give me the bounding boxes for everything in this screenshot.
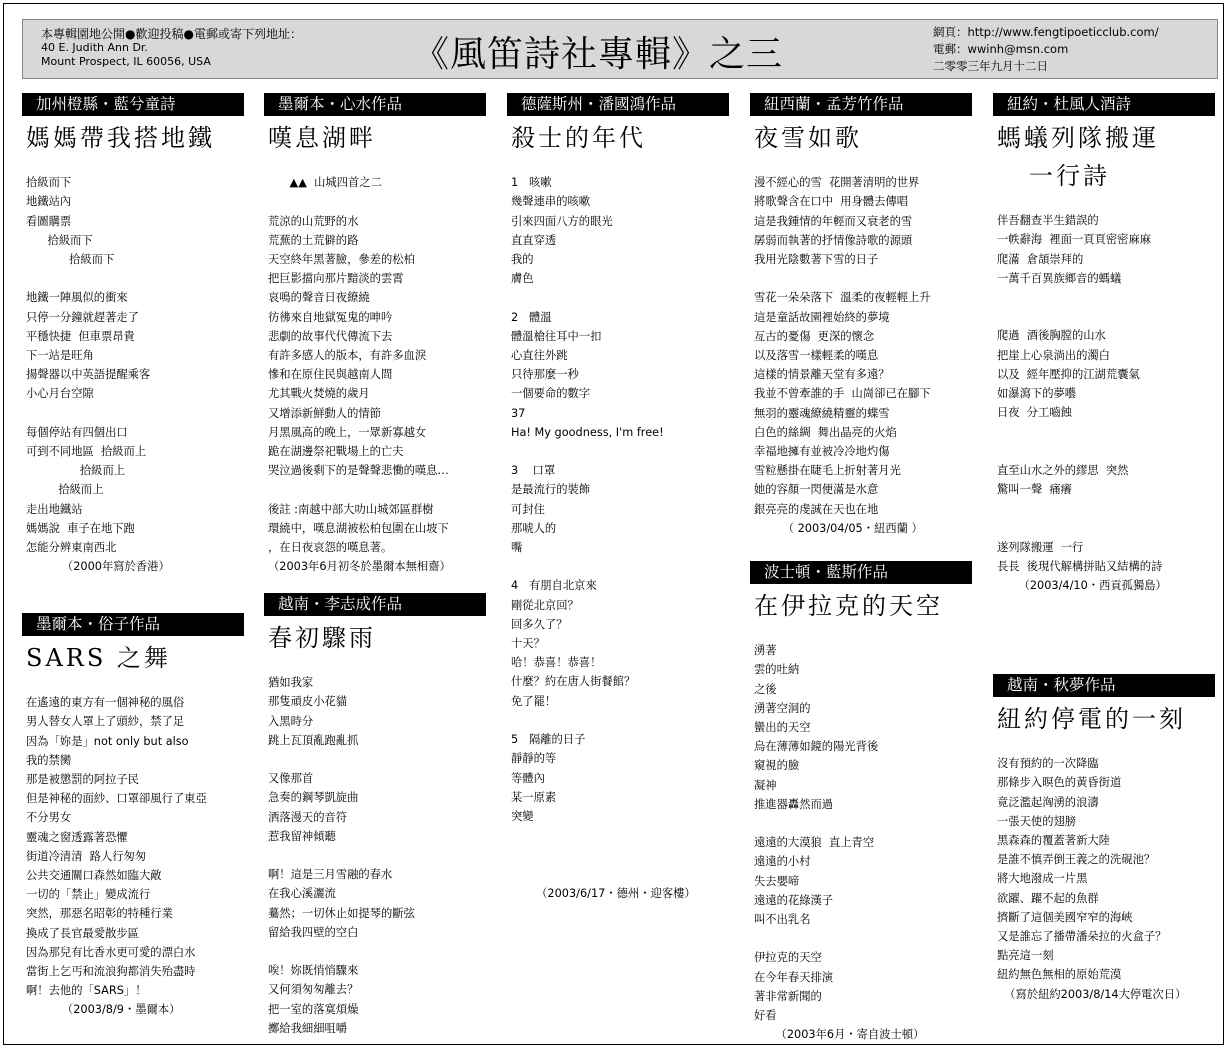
poem-title-line-2: 一行詩	[1029, 162, 1110, 190]
column-5	[993, 93, 1215, 595]
poem-title: 殺士的年代	[511, 124, 646, 152]
poem-author-bar: 波士頓・藍斯作品	[750, 561, 972, 584]
poem-title: 春初驟雨	[268, 624, 376, 652]
column-5-lower	[993, 674, 1215, 1004]
poem-title: 在伊拉克的天空	[754, 592, 943, 620]
poem-body: 伴吾翻查半生錯誤的 一帙辭海 裡面一頁頁密密麻麻 爬滿 倉頡崇拜的 一萬千百異族鄉音的螞蟻 爬過 酒後胸膛的山水 把崖上心泉淌出的濁白 以及 經年壓抑的江湖荒囊氣 如瀑瀉下的夢囈 日夜 分工嚙蝕 直至山水之外的繆思 突然 驚叫一聲 痛癢 遂列隊搬運 一行 長長 後現代解構拼貼又結構的詩 （2003/4/10・西貢孤獨島）	[997, 214, 1167, 593]
poem-author-bar: 越南・李志成作品	[264, 593, 486, 616]
poem-author-bar: 越南・秋夢作品	[993, 674, 1215, 697]
page-title: 《風笛詩社專輯》之三	[413, 34, 784, 75]
issue-date: 二零零三年九月十二日	[933, 59, 1048, 73]
poem-author-bar: 德薩斯州・潘國鴻作品	[507, 93, 729, 116]
poem-body: 沒有預約的一次降臨 那條步入暝色的黃昏街道 竟泛濫起洶湧的浪濤 一張天使的翅膀 黑森森的覆蓋著新大陸 是誰不慎弄倒王義之的洗硯池？ 將大地潑成一片黑 欲躍、躍不起的魚群 擠斷了這個美國窄窄的海峽 又是誰忘了播帶潘朵拉的火盒子？ 點亮這一刻 紐約無色無相的原始荒漠 （寫於紐約2003/8/14大停電次日）	[997, 757, 1187, 1001]
poem-body: 猶如我家 那隻頑皮小花貓 入黑時分 跳上瓦頂亂跑亂抓 又像那首 急奏的鋼琴凱旋曲 洒落漫天的音符 惹我留神傾聽 啊！這是三月雪融的春水 在我心溪灑流 驀然；一切休止如提琴的斷弦 留給我四壁的空白 唉！妳既悄悄驟來 又何須匆匆離去？ 把一室的落寞煩燥 擲給我細細咀嚼	[268, 676, 415, 1035]
masthead	[22, 19, 1218, 79]
poem-title: SARS 之舞	[26, 644, 171, 672]
poem-body: 1 咳嗽 幾聲連串的咳嗽 引來四面八方的眼光 直直穿透 我的 膚色 2 體溫 體溫槍往耳中一扣 心直往外跳 只待那麼一秒 一個要命的數字 37 Ha! My goodness, I'm free! 3 口罩 是最流行的裝飾 可封住 那唬人的 嘴 4 有朋自北京來 剛從北京回？ 回多久了？ 十天？ 哈！恭喜！恭喜！ 什麼？約在唐人街餐館？ 免了罷！ 5 隔離的日子 靜靜的等 等體內 某一原素 突變 （2003/6/17・德州・迎客樓）	[511, 176, 696, 900]
poem-body: 在遙遠的東方有一個神秘的風俗 男人替女人罩上了頭紗，禁了足 因為「妳是」not only but also 我的禁臠 那是被懲罰的阿拉子民 但是神秘的面紗、口罩卻風行了東亞 不分男女 靈魂之窗透露著恐懼 街道冷清清 路人行匆匆 公共交通關口森然如臨大敵 一切的「禁止」變成流行 突然，那惡名昭彰的特種行業 換成了長官最愛散步區 因為那兒有比香水更可愛的漂白水 當街上乞丐和流浪狗都消失殆盡時 啊！去他的「SARS」！ （2003/8/9・墨爾本）	[26, 696, 207, 1017]
column-1	[22, 93, 244, 576]
website-link[interactable]: 網頁：http://www.fengtipoeticclub.com/	[933, 25, 1159, 39]
column-3	[507, 93, 729, 903]
poem-title: 媽媽帶我搭地鐵	[26, 124, 215, 152]
poem-author-bar: 加州橙縣・藍兮童詩	[22, 93, 244, 116]
poem-body: ▲▲ 山城四首之二 荒涼的山荒野的水 荒蕪的土荒僻的路 天空終年黑著臉，參差的松柏 把巨影擋向那片黯淡的雲霄 哀鳴的聲音日夜繚繞 彷彿來自地獄冤鬼的呻吟 悲劇的故事代代傳流下去 有許多感人的版本，有許多血淚 慘和在原住民與越南人間 尤其戰火焚燒的歲月 又增添新鮮動人的情節 月黑風高的晚上，一眾新寡越女 跪在湖邊祭祀戰場上的亡夫 哭泣過後剩下的是聲聲悲慟的嘆息… 後註 :南越中部大叻山城郊區群樹 環繞中，嘆息湖被松柏包圍在山坡下 ，在日夜哀怨的嘆息著。 （2003年6月初冬於墨爾本無相齋）	[268, 176, 451, 574]
column-4-lower	[750, 561, 972, 1044]
poem-author-bar: 紐約・杜風人酒詩	[993, 93, 1215, 116]
poem-body: 拾級而下 地鐵站內 看圖購票 拾級而下 拾級而下 地鐵一陣風似的衝來 只停一分鐘就趕著走了 平穩快捷 但車票昂貴 下一站是旺角 揚聲器以中英語提醒乘客 小心月台空隙 每個停站有四個出口 可到不同地區 拾級而上 拾級而上 拾級而上 走出地鐵站 媽媽說 車子在地下跑 怎能分辨東南西北 （2000年寫於香港）	[26, 176, 170, 574]
poem-author-bar: 紐西蘭・孟芳竹作品	[750, 93, 972, 116]
submission-info	[41, 27, 302, 69]
poem-title: 嘆息湖畔	[268, 124, 376, 152]
address-line-2: Mount Prospect, IL 60056, USA	[41, 55, 211, 68]
poem-body: 湧著 雲的吐納 之後 湧著空洞的 蠻出的天空 烏在薄薄如鏡的陽光背後 窺視的臉 凝神 推進器轟然而過 遠遠的大漠狼 直上青空 遠遠的小村 失去嬰啼 遠遠的花綠漢子 叫不出乳名 伊拉克的天空 在今年春天排演 著非常新聞的 好看 （2003年6月・寄自波士頓）	[754, 644, 925, 1042]
contact-info	[933, 24, 1159, 75]
poem-title: 螞蟻列隊搬運	[997, 124, 1159, 152]
submission-notice: 本專輯園地公開●歡迎投稿●電郵或寄下列地址：	[41, 27, 302, 41]
column-4	[750, 93, 972, 538]
poem-author-bar: 墨爾本・心水作品	[264, 93, 486, 116]
poem-title: 紐約停電的一刻	[997, 705, 1186, 733]
column-2-lower	[264, 593, 486, 1038]
column-1-lower	[22, 613, 244, 1020]
email-link[interactable]: 電郵：wwinh@msn.com	[933, 42, 1069, 56]
column-2	[264, 93, 486, 576]
poem-author-bar: 墨爾本・俗子作品	[22, 613, 244, 636]
poem-title: 夜雪如歌	[754, 124, 862, 152]
poem-body: 漫不經心的雪 花開著清明的世界 將歌聲含在口中 用身體去傳唱 這是我鍾情的年輕而又衰老的雪 孱弱而執著的抒情像詩歌的源頭 我用光陰數著下雪的日子 雪花一朵朵落下 溫柔的夜輕輕上升 這是童話故園裡始終的夢境 亙古的憂傷 更深的懷念 以及落雪一樣輕柔的嘆息 這樣的情景離天堂有多遠？ 我並不曾牽誰的手 山崗卻已在腳下 無羽的靈魂繚繞精靈的蝶雪 白色的絲綢 舞出晶亮的火焰 幸福地擁有並被冷冷地灼傷 雪粒懸掛在睫毛上折射著月光 她的容顏一閃便滿是水意 銀亮亮的虔誠在天也在地 （ 2003/04/05・紐西蘭 ）	[754, 176, 931, 535]
address-line-1: 40 E. Judith Ann Dr.	[41, 41, 148, 54]
